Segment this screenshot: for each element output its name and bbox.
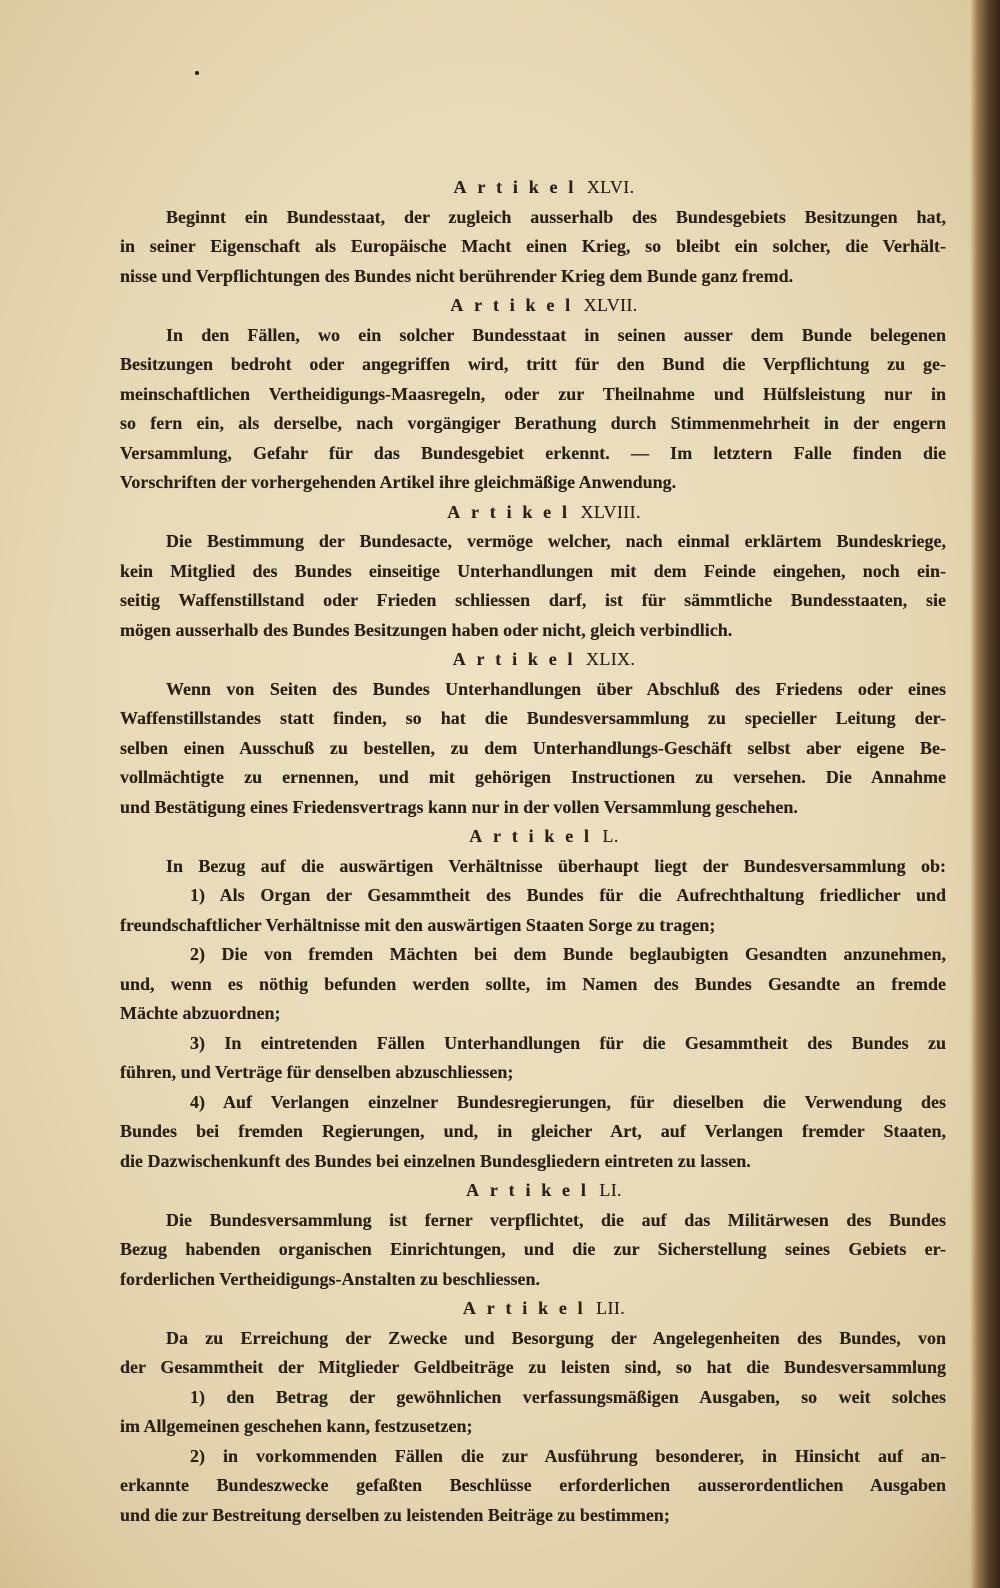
article-heading-label: Artikel — [453, 177, 585, 197]
text-line: 1) Als Organ der Gesammtheit des Bundes für die Aufrechthaltung friedlicher und — [190, 885, 946, 905]
text-line: erkannte Bundeszwecke gefaßten Beschlüsse erforderlichen ausserordentlichen Ausgaben — [120, 1475, 946, 1495]
paragraph — [120, 1206, 946, 1295]
list-item — [120, 881, 946, 940]
text-line: und, wenn es nöthig befunden werden sollte, im Namen des Bundes Gesandte an fremde — [120, 973, 946, 994]
text-line: so fern ein, als derselbe, nach vorgängiger Berathung durch Stimmenmehrheit in der engern — [120, 413, 946, 433]
list-item — [120, 1029, 946, 1088]
list-item — [120, 1088, 946, 1177]
paragraph — [120, 852, 946, 882]
text-line: Besitzungen bedroht oder angegriffen wird, tritt für den Bund die Verpflichtung zu ge- — [120, 354, 946, 374]
text-line: 3) In eintretenden Fällen Unterhandlungen für die Gesammtheit des Bundes zu — [190, 1032, 946, 1053]
article-heading — [120, 1294, 946, 1324]
text-line: forderlichen Vertheidigungs-Anstalten zu beschliessen. — [120, 1268, 541, 1289]
paragraph — [120, 321, 946, 498]
text-line: Bundes bei fremden Regierungen, und, in gleicher Art, auf Verlangen fremder Staaten, — [120, 1121, 946, 1141]
text-line: meinschaftlichen Vertheidigungs-Maasregeln, oder zur Theilnahme und Hülfsleistung nur in — [120, 383, 946, 404]
article-heading — [120, 173, 946, 203]
text-line: Versammlung, Gefahr für das Bundesgebiet erkennt. — Im letztern Falle finden die — [120, 442, 946, 463]
article-heading-label: Artikel — [447, 501, 578, 522]
text-line: freundschaftlicher Verhältnisse mit den auswärtigen Staaten Sorge zu tragen; — [120, 914, 716, 935]
article-heading — [120, 645, 946, 675]
text-line: In den Fällen, wo ein solcher Bundesstaat in seinen ausser dem Bunde belegenen — [166, 324, 946, 345]
text-line: nisse und Verpflichtungen des Bundes nicht berührender Krieg dem Bunde ganz fremd. — [120, 265, 794, 286]
article-heading-label: Artikel — [450, 295, 581, 315]
article-number: XLVII. — [583, 295, 638, 315]
article — [120, 645, 946, 822]
text-line: Bezug habenden organischen Einrichtungen, und die zur Sicherstellung seines Gebiets er- — [120, 1239, 946, 1259]
article-number: XLVI. — [586, 177, 635, 197]
ink-dot — [195, 71, 199, 75]
article-number: XLIX. — [585, 649, 636, 669]
text-line: in seiner Eigenschaft als Europäische Macht einen Krieg, so bleibt ein solcher, die Verhält- — [120, 236, 946, 256]
text-line: und die zur Bestreitung derselben zu leistenden Beiträge zu bestimmen; — [120, 1504, 670, 1525]
article — [120, 1294, 946, 1530]
text-body — [120, 173, 946, 1530]
text-line: mögen ausserhalb des Bundes Besitzungen haben oder nicht, gleich verbindlich. — [120, 619, 733, 640]
text-line: 2) in vorkommenden Fällen die zur Ausführung besonderer, in Hinsicht auf an- — [190, 1445, 946, 1466]
article-number: L. — [602, 826, 619, 846]
paragraph — [120, 203, 946, 292]
text-line: In Bezug auf die auswärtigen Verhältnisse überhaupt liegt der Bundesversammlung ob: — [166, 855, 946, 876]
article-heading-label: Artikel — [466, 1180, 597, 1200]
text-line: 2) Die von fremden Mächten bei dem Bunde beglaubigten Gesandten anzunehmen, — [190, 944, 946, 964]
list-item — [120, 940, 946, 1029]
text-line: Da zu Erreichung der Zwecke und Besorgung der Angelegenheiten des Bundes, von — [166, 1327, 946, 1348]
article-number: LI. — [599, 1180, 622, 1200]
text-line: führen, und Verträge für denselben abzuschliessen; — [120, 1062, 514, 1082]
text-line: die Dazwischenkunft des Bundes bei einzelnen Bundesgliedern eintreten zu lassen. — [120, 1150, 751, 1171]
text-line: und Bestätigung eines Friedensvertrags kann nur in der vollen Versammlung geschehen. — [120, 796, 798, 817]
article-heading — [120, 498, 946, 528]
text-line: Mächte abzuordnen; — [120, 1003, 281, 1023]
text-line: Waffenstillstandes statt finden, so hat die Bundesversammlung zu specieller Leitung der- — [120, 708, 946, 728]
text-line: Die Bestimmung der Bundesacte, vermöge welcher, nach einmal erklärtem Bundeskriege, — [166, 531, 946, 551]
article — [120, 173, 946, 291]
article-heading-label: Artikel — [452, 649, 584, 669]
article — [120, 498, 946, 646]
paragraph — [120, 675, 946, 823]
article — [120, 291, 946, 498]
article-heading — [120, 291, 946, 321]
text-line: Vorschriften der vorhergehenden Artikel ihre gleichmäßige Anwendung. — [120, 472, 677, 492]
article-number: XLVIII. — [580, 501, 641, 522]
text-line: Beginnt ein Bundesstaat, der zugleich ausserhalb des Bundesgebiets Besitzungen hat, — [166, 206, 946, 227]
article-heading — [120, 1176, 946, 1206]
list-item — [120, 1383, 946, 1442]
article-heading-label: Artikel — [462, 1298, 594, 1318]
article — [120, 822, 946, 1176]
paragraph — [120, 1324, 946, 1383]
article — [120, 1176, 946, 1294]
list-item — [120, 1442, 946, 1531]
text-line: 4) Auf Verlangen einzelner Bundesregierungen, für dieselben die Verwendung des — [190, 1091, 946, 1112]
paragraph — [120, 527, 946, 645]
text-line: 1) den Betrag der gewöhnlichen verfassungsmäßigen Ausgaben, so weit solches — [190, 1386, 946, 1407]
text-line: kein Mitglied des Bundes einseitige Unterhandlungen mit dem Feinde eingehen, noch ein- — [120, 560, 946, 581]
text-line: der Gesammtheit der Mitglieder Geldbeiträge zu leisten sind, so hat die Bundesversammlung — [120, 1357, 946, 1377]
article-number: LII. — [596, 1298, 626, 1318]
text-line: Die Bundesversammlung ist ferner verpflichtet, die auf das Militärwesen des Bundes — [166, 1209, 946, 1230]
article-heading-label: Artikel — [469, 826, 600, 846]
binding-edge-shadow — [970, 0, 1000, 1588]
text-line: vollmächtigte zu ernennen, und mit gehörigen Instructionen zu versehen. Die Annahme — [120, 767, 946, 787]
article-heading — [120, 822, 946, 852]
text-line: selben einen Ausschuß zu bestellen, zu dem Unterhandlungs-Geschäft selbst aber eigene Be- — [120, 737, 946, 758]
text-line: Wenn von Seiten des Bundes Unterhandlungen über Abschluß des Friedens oder eines — [166, 678, 946, 699]
text-line: seitig Waffenstillstand oder Frieden schliessen darf, ist für sämmtliche Bundesstaaten, sie — [120, 590, 946, 610]
text-line: im Allgemeinen geschehen kann, festzusetzen; — [120, 1416, 473, 1436]
